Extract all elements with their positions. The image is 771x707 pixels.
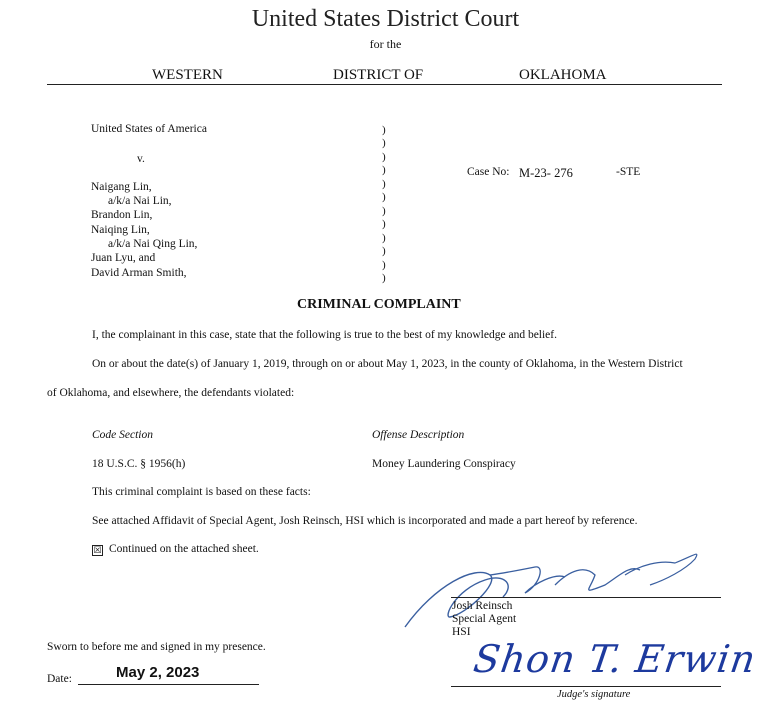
agent-signature-scribble bbox=[395, 545, 725, 635]
offense-description-value: Money Laundering Conspiracy bbox=[372, 458, 516, 470]
offense-description-header: Offense Description bbox=[372, 429, 465, 441]
judge-signature-line bbox=[451, 686, 721, 687]
defendant-1-alias: a/k/a Nai Lin, bbox=[108, 195, 172, 207]
district-underline bbox=[47, 84, 722, 85]
sworn-statement: Sworn to before me and signed in my presence. bbox=[47, 641, 266, 653]
caption-paren-6: ) bbox=[382, 191, 386, 203]
defendant-3: Naiqing Lin, bbox=[91, 224, 150, 236]
agent-signature-line bbox=[451, 597, 721, 598]
case-number-label: Case No: bbox=[467, 166, 510, 178]
complaint-title: CRIMINAL COMPLAINT bbox=[297, 297, 461, 312]
defendant-3-alias: a/k/a Nai Qing Lin, bbox=[108, 238, 198, 250]
caption-paren-9: ) bbox=[382, 232, 386, 244]
defendant-2: Brandon Lin, bbox=[91, 209, 153, 221]
date-label: Date: bbox=[47, 673, 72, 685]
caption-paren-3: ) bbox=[382, 151, 386, 163]
defendant-1: Naigang Lin, bbox=[91, 181, 152, 193]
district-state: OKLAHOMA bbox=[519, 67, 607, 83]
continued-label: Continued on the attached sheet. bbox=[109, 543, 259, 555]
agent-name: Josh Reinsch bbox=[452, 600, 513, 612]
facts-intro: This criminal complaint is based on these facts: bbox=[92, 486, 311, 498]
caption-paren-7: ) bbox=[382, 205, 386, 217]
caption-paren-2: ) bbox=[382, 137, 386, 149]
facts-text: See attached Affidavit of Special Agent, Josh Reinsch, HSI which is incorporated and made a part hereof by reference. bbox=[92, 515, 638, 527]
code-section-value: 18 U.S.C. § 1956(h) bbox=[92, 458, 186, 470]
judge-signature-scribble: Shon T. Erwin bbox=[470, 637, 760, 681]
continued-line bbox=[92, 543, 259, 556]
defendant-4: Juan Lyu, and bbox=[91, 252, 156, 264]
for-the-label: for the bbox=[369, 37, 402, 51]
court-name: United States District Court bbox=[251, 6, 520, 32]
district-of-label: DISTRICT OF bbox=[333, 67, 424, 83]
versus-label: v. bbox=[137, 153, 145, 165]
date-underline bbox=[78, 684, 259, 685]
date-value: May 2, 2023 bbox=[116, 664, 200, 681]
agent-title: Special Agent bbox=[452, 613, 517, 625]
case-suffix: -STE bbox=[616, 166, 641, 178]
district-prefix: WESTERN bbox=[152, 67, 223, 83]
code-section-header: Code Section bbox=[92, 429, 153, 441]
plaintiff-name: United States of America bbox=[91, 123, 207, 135]
caption-paren-5: ) bbox=[382, 178, 386, 190]
continued-checkbox: ☒ bbox=[93, 545, 102, 555]
caption-paren-8: ) bbox=[382, 218, 386, 230]
case-number: M-23- 276 bbox=[519, 166, 573, 180]
judge-signature-caption: Judge's signature bbox=[557, 689, 631, 700]
complaint-para-2-line-1: On or about the date(s) of January 1, 2019, through on or about May 1, 2023, in the county of Oklahoma, in the Western District bbox=[92, 358, 683, 370]
agent-agency: HSI bbox=[452, 626, 471, 638]
complaint-para-2-line-2: of Oklahoma, and elsewhere, the defendants violated: bbox=[47, 387, 295, 399]
caption-paren-11: ) bbox=[382, 259, 386, 271]
defendant-5: David Arman Smith, bbox=[91, 267, 187, 279]
caption-paren-12: ) bbox=[382, 272, 386, 284]
caption-paren-1: ) bbox=[382, 124, 386, 136]
complaint-para-1: I, the complainant in this case, state that the following is true to the best of my knowledge and belief. bbox=[92, 329, 557, 341]
caption-paren-10: ) bbox=[382, 245, 386, 257]
caption-paren-4: ) bbox=[382, 164, 386, 176]
